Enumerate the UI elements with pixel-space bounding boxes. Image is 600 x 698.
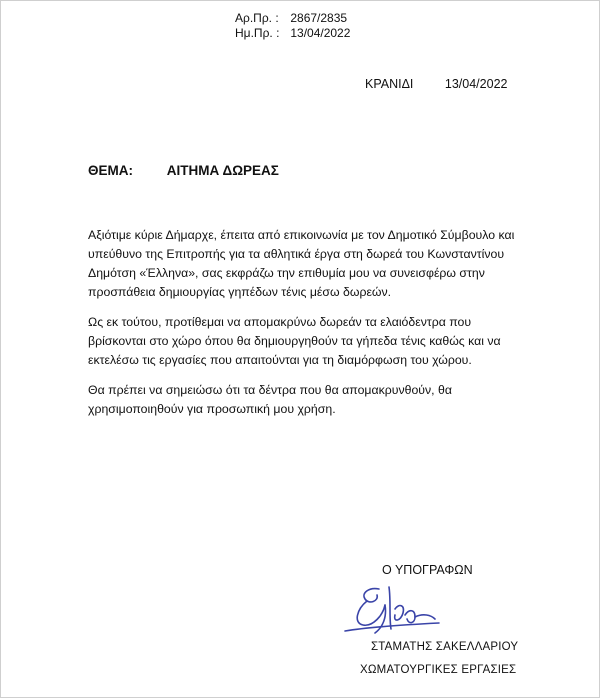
protocol-number-row bbox=[235, 11, 350, 26]
protocol-date-row bbox=[235, 26, 350, 41]
signer-business: ΧΩΜΑΤΟΥΡΓΙΚΕΣ ΕΡΓΑΣΙΕΣ bbox=[360, 664, 517, 676]
protocol-block bbox=[235, 11, 350, 41]
letter-body bbox=[88, 226, 528, 430]
subject-text: ΑΙΤΗΜΑ ΔΩΡΕΑΣ bbox=[166, 163, 279, 178]
handwritten-signature bbox=[339, 579, 454, 641]
letter-date: 13/04/2022 bbox=[444, 77, 508, 91]
protocol-date-value: 13/04/2022 bbox=[290, 26, 351, 40]
protocol-number-label: Αρ.Πρ. : bbox=[235, 11, 279, 25]
protocol-date-label: Ημ.Πρ. : bbox=[235, 26, 280, 40]
place: ΚΡΑΝΙΔΙ bbox=[365, 77, 414, 91]
subject-label: ΘΕΜΑ: bbox=[88, 163, 133, 178]
signer-label: Ο ΥΠΟΓΡΑΦΩΝ bbox=[382, 563, 473, 577]
signer-name: ΣΤΑΜΑΤΗΣ ΣΑΚΕΛΛΑΡΙΟΥ bbox=[371, 641, 519, 653]
subject-line bbox=[88, 163, 279, 178]
protocol-number-value: 2867/2835 bbox=[290, 11, 348, 25]
place-date-line bbox=[365, 77, 507, 91]
body-paragraph: Ως εκ τούτου, προτίθεμαι να απομακρύνω δωρεάν τα ελαιόδεντρα που βρίσκονται στο χώρο όπου θα δημιουργηθούν τα γήπεδα τένις καθώς και να εκτελέσω τις εργασίες που απαιτούνται για τη διαμόρφωση του χώρου. bbox=[88, 315, 501, 367]
body-paragraph: Αξιότιμε κύριε Δήμαρχε, έπειτα από επικοινωνία με τον Δημοτικό Σύμβουλο και υπεύθυνο της Επιτροπής για τα αθλητικά έργα στη δωρεά του Κωνσταντίνου Δημότση «Έλληνα», σας εκφράζω την επιθυμία μου να συνεισφέρω στην προσπάθεια δημιουργίας γηπέδων τένις μέσω δωρεών. bbox=[88, 228, 515, 299]
body-paragraph: Θα πρέπει να σημειώσω ότι τα δέντρα που θα απομακρυνθούν, θα χρησιμοποιηθούν για προσωπική μου χρήση. bbox=[88, 383, 452, 416]
